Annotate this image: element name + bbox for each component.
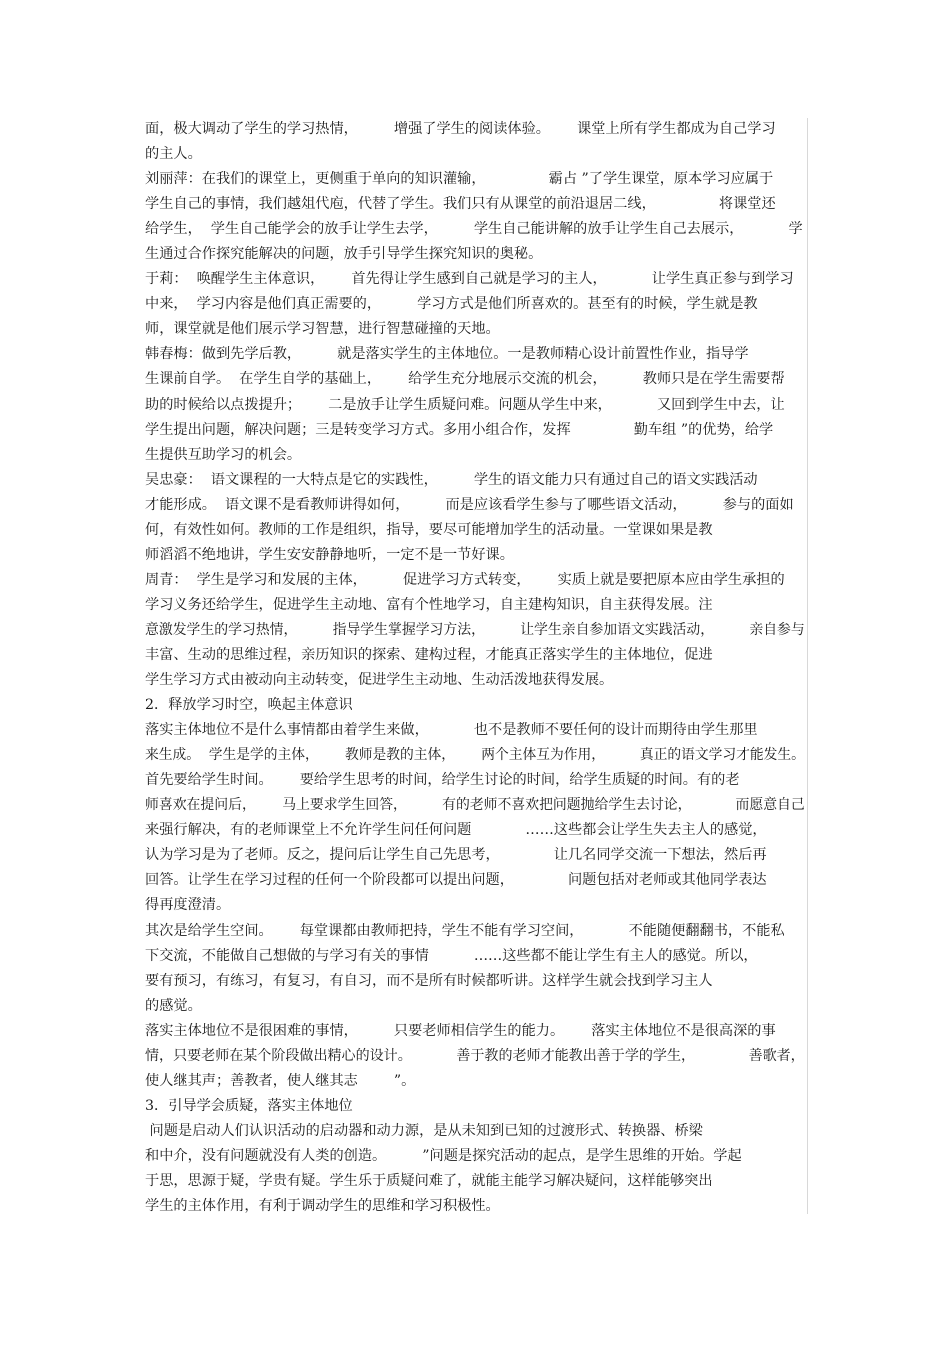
text-line: 吴忠豪： 语文课程的一大特点是它的实践性， 学生的语文能力只有通过自己的语文实践活动: [145, 471, 758, 488]
text-line: 师喜欢在提问后， 马上要求学生回答， 有的老师不喜欢把问题抛给学生去讨论， 而愿意自己: [145, 797, 805, 814]
text-line: 师，课堂就是他们展示学习智慧，进行智慧碰撞的天地。: [145, 321, 500, 338]
text-line: 周青： 学生是学习和发展的主体， 促进学习方式转变， 实质上就是要把原本应由学生承担的: [145, 571, 785, 588]
text-line: 学生学习方式由被动向主动转变，促进学生主动地、生动活泼地获得发展。: [145, 672, 614, 689]
text-line: 3．引导学会质疑，落实主体地位: [145, 1097, 353, 1114]
text-line: 韩春梅：做到先学后教， 就是落实学生的主体地位。一是教师精心设计前置性作业，指导学: [145, 346, 749, 363]
text-line: 学生的主体作用，有利于调动学生的思维和学习积极性。: [145, 1198, 500, 1215]
text-line: 落实主体地位不是很困难的事情， 只要老师相信学生的能力。 落实主体地位不是很高深的事: [145, 1022, 776, 1039]
text-line: 学生自己的事情，我们越俎代庖，代替了学生。我们只有从课堂的前沿退居二线， 将课堂还: [145, 196, 776, 213]
text-line: 何，有效性如何。教师的工作是组织，指导，要尽可能增加学生的活动量。一堂课如果是教: [145, 521, 713, 538]
text-line: 落实主体地位不是什么事情都由着学生来做， 也不是教师不要任何的设计而期待由学生那里: [145, 722, 758, 739]
text-line: 学习义务还给学生，促进学生主动地、富有个性地学习，自主建构知识，自主获得发展。注: [145, 596, 713, 613]
text-line: 的主人。: [145, 146, 202, 163]
text-line: 情，只要老师在某个阶段做出精心的设计。 善于教的老师才能教出善于学的学生， 善歌者，: [145, 1047, 805, 1064]
text-line: 面，极大调动了学生的学习热情， 增强了学生的阅读体验。 课堂上所有学生都成为自己学习: [145, 121, 776, 137]
text-line: 来强行解决，有的老师课堂上不允许学生问任何问题 ……这些都会让学生失去主人的感觉，: [145, 822, 767, 839]
text-line: 学生提出问题，解决问题；三是转变学习方式。多用小组合作，发挥 勤车组 ”的优势，给学: [145, 421, 774, 438]
text-line: 助的时候给以点拨提升； 二是放手让学生质疑问难。问题从学生中来， 又回到学生中去，让: [145, 396, 785, 413]
text-line: 丰富、生动的思维过程，亲历知识的探索、建构过程，才能真正落实学生的主体地位，促进: [145, 646, 713, 663]
text-line: 首先要给学生时间。 要给学生思考的时间，给学生讨论的时间，给学生质疑的时间。有的老: [145, 772, 740, 789]
text-line: 给学生， 学生自己能学会的放手让学生去学， 学生自己能讲解的放手让学生自己去展示， 学: [145, 221, 803, 238]
text-line: 和中介，没有问题就没有人类的创造。 ”问题是探究活动的起点，是学生思维的开始。学起: [145, 1147, 742, 1164]
text-line: 生课前自学。 在学生自学的基础上， 给学生充分地展示交流的机会， 教师只是在学生需要帮: [145, 371, 785, 388]
text-line: 使人继其声；善教者，使人继其志 ”。: [145, 1072, 416, 1089]
text-line: 于思，思源于疑，学贵有疑。学生乐于质疑问难了，就能主能学习解决疑问，这样能够突出: [145, 1172, 713, 1189]
text-line: 于莉： 唤醒学生主体意识， 首先得让学生感到自己就是学习的主人， 让学生真正参与到学习: [145, 271, 794, 288]
text-line: 回答。让学生在学习过程的任何一个阶段都可以提出问题， 问题包括对老师或其他同学表达: [145, 872, 767, 889]
text-line: 问题是启动人们认识活动的启动器和动力源，是从未知到已知的过渡形式、转换器、桥梁: [145, 1122, 703, 1139]
text-line: 的感觉。: [145, 997, 202, 1014]
text-line: 师滔滔不绝地讲，学生安安静静地听，一定不是一节好课。: [145, 546, 514, 563]
text-line: 2．释放学习时空，唤起主体意识: [145, 697, 353, 714]
text-line: 要有预习，有练习，有复习，有自习，而不是所有时候都听讲。这样学生就会找到学习主人: [145, 972, 713, 989]
text-line: 生提供互助学习的机会。: [145, 446, 302, 463]
text-line: 其次是给学生空间。 每堂课都由教师把持，学生不能有学习空间， 不能随便翻翻书，不能私: [145, 922, 785, 939]
text-line: 刘丽萍：在我们的课堂上，更侧重于单向的知识灌输， 霸占 ”了学生课堂，原本学习应属于: [145, 171, 774, 188]
text-line: 意激发学生的学习热情， 指导学生掌握学习方法， 让学生亲自参加语文实践活动， 亲自参与: [145, 621, 805, 638]
document-body: [145, 117, 805, 1219]
page-edge-rule: [807, 118, 808, 1214]
text-line: 来生成。 学生是学的主体， 教师是教的主体， 两个主体互为作用， 真正的语文学习才能发生。: [145, 747, 805, 764]
text-line: 中来， 学习内容是他们真正需要的， 学习方式是他们所喜欢的。甚至有的时候，学生就是教: [145, 296, 758, 313]
text-line: 得再度澄清。: [145, 897, 231, 914]
text-line: 生通过合作探究能解决的问题，放手引导学生探究知识的奥秘。: [145, 246, 543, 263]
text-line: 才能形成。 语文课不是看教师讲得如何， 而是应该看学生参与了哪些语文活动， 参与的面如: [145, 496, 794, 513]
text-line: 认为学习是为了老师。反之，提问后让学生自己先思考， 让几名同学交流一下想法，然后再: [145, 847, 767, 864]
text-line: 下交流，不能做自己想做的与学习有关的事情 ……这些都不能让学生有主人的感觉。所以，: [145, 947, 758, 964]
